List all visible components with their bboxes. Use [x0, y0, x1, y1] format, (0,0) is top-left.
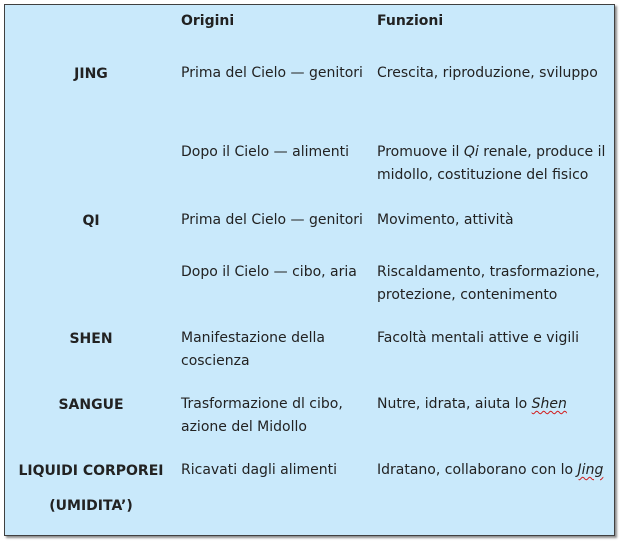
sangue-function	[377, 393, 609, 416]
header-origini: Origini	[181, 13, 235, 29]
liquidi-function-text: Idratano, collaborano con lo	[377, 462, 578, 478]
label-liquidi: LIQUIDI CORPOREI	[18, 463, 164, 479]
qi-origin-1: Prima del Cielo — genitori	[181, 212, 363, 228]
qi-function-1: Movimento, attività	[377, 212, 514, 228]
energy-table	[4, 4, 615, 536]
shen-origin: Manifestazione della coscienza	[181, 330, 325, 369]
jing-function-2	[377, 141, 609, 187]
qi-function-2: Riscaldamento, trasformazione, protezione, contenimento	[377, 264, 600, 303]
label-shen: SHEN	[69, 331, 113, 347]
sangue-function-text: Nutre, idrata, aiuta lo	[377, 396, 532, 412]
jing-origin-1: Prima del Cielo — genitori	[181, 65, 363, 81]
liquidi-function	[377, 459, 609, 482]
jing-function-2-before: Promuove il	[377, 144, 464, 160]
jing-origin-2: Dopo il Cielo — alimenti	[181, 144, 349, 160]
jing-function-1: Crescita, riproduzione, sviluppo	[377, 65, 598, 81]
label-qi: QI	[82, 213, 100, 229]
liquidi-origin: Ricavati dagli alimenti	[181, 462, 338, 478]
shen-function: Facoltà mentali attive e vigili	[377, 330, 580, 346]
sangue-function-italic: Shen	[531, 396, 567, 412]
label-umidita: (UMIDITA’)	[49, 498, 133, 514]
jing-function-2-italic: Qi	[463, 144, 479, 160]
header-funzioni: Funzioni	[377, 13, 444, 29]
sangue-origin: Trasformazione dl cibo, azione del Midollo	[181, 396, 343, 435]
label-jing: JING	[74, 66, 108, 82]
liquidi-function-italic: Jing	[577, 462, 604, 478]
jing-function-2-after: renale, produce il midollo, costituzione del fisico	[377, 144, 606, 183]
qi-origin-2: Dopo il Cielo — cibo, aria	[181, 264, 357, 280]
label-sangue: SANGUE	[58, 397, 124, 413]
